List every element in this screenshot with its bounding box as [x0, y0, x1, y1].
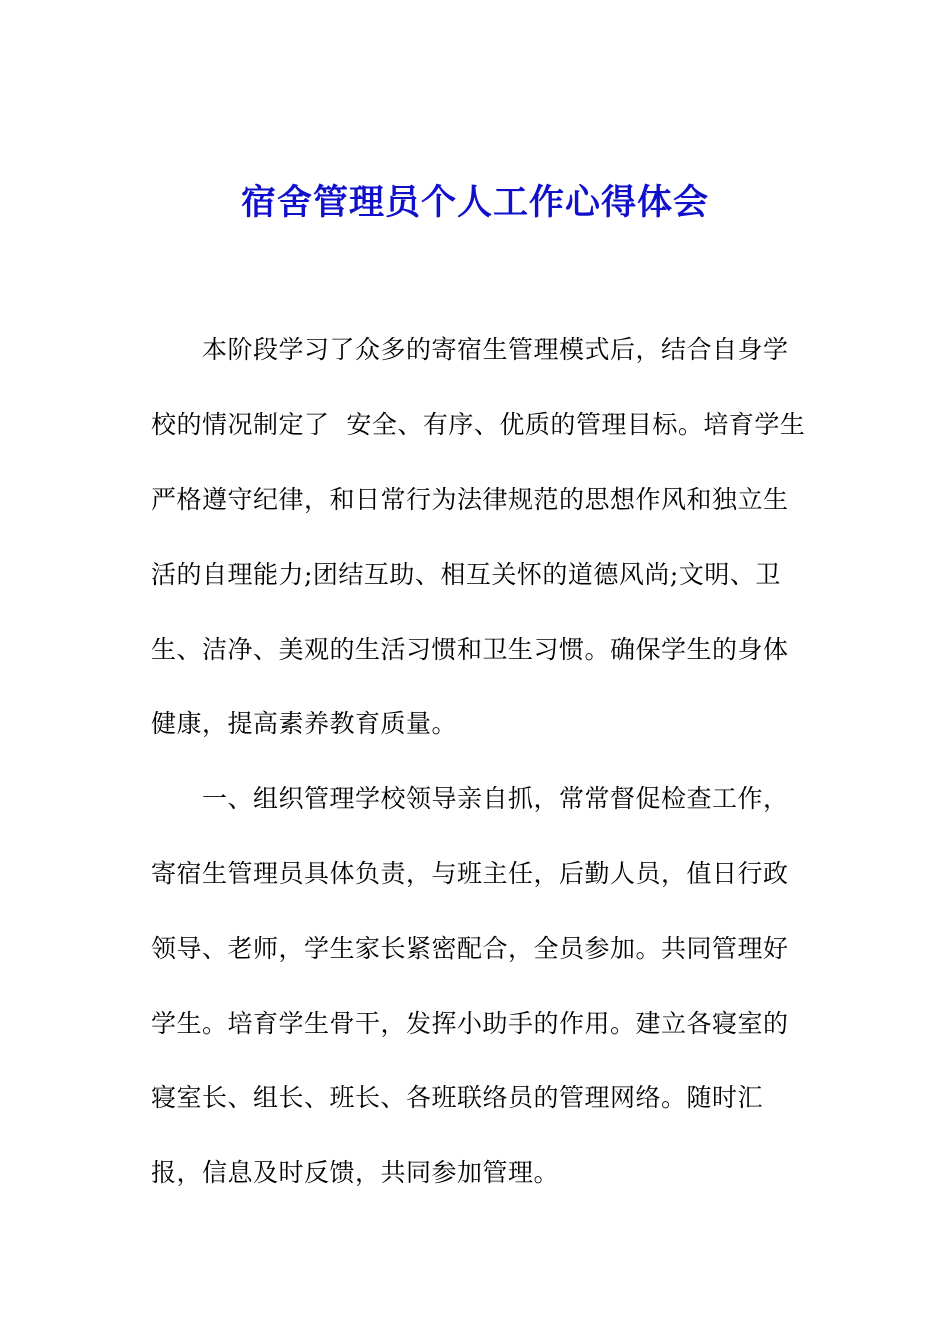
paragraph-line: 活的自理能力;团结互助、相互关怀的道德风尚;文明、卫: [151, 560, 781, 589]
paragraph-line: 学生。培育学生骨干，发挥小助手的作用。建立各寝室的: [151, 1009, 789, 1038]
paragraph-line: 一、组织管理学校领导亲自抓，常常督促检查工作，: [151, 784, 789, 813]
paragraph-line: 校的情况制定了 安全、有序、优质的管理目标。培育学生: [151, 410, 806, 439]
paragraph-line: 本阶段学习了众多的寄宿生管理模式后，结合自身学: [151, 335, 789, 364]
document-title: 宿舍管理员个人工作心得体会: [240, 182, 709, 223]
paragraph-line: 健康，提高素养教育质量。: [151, 709, 458, 738]
paragraph-line: 寝室长、组长、班长、各班联络员的管理网络。随时汇: [151, 1083, 764, 1112]
paragraph-line: 领导、老师，学生家长紧密配合，全员参加。共同管理好: [151, 934, 789, 963]
paragraph-line: 报，信息及时反馈，共同参加管理。: [151, 1158, 560, 1187]
paragraph-line: 严格遵守纪律，和日常行为法律规范的思想作风和独立生: [151, 485, 789, 514]
paragraph-line: 寄宿生管理员具体负责，与班主任，后勤人员，值日行政: [151, 859, 789, 888]
paragraph-line: 生、洁净、美观的生活习惯和卫生习惯。确保学生的身体: [151, 635, 789, 664]
